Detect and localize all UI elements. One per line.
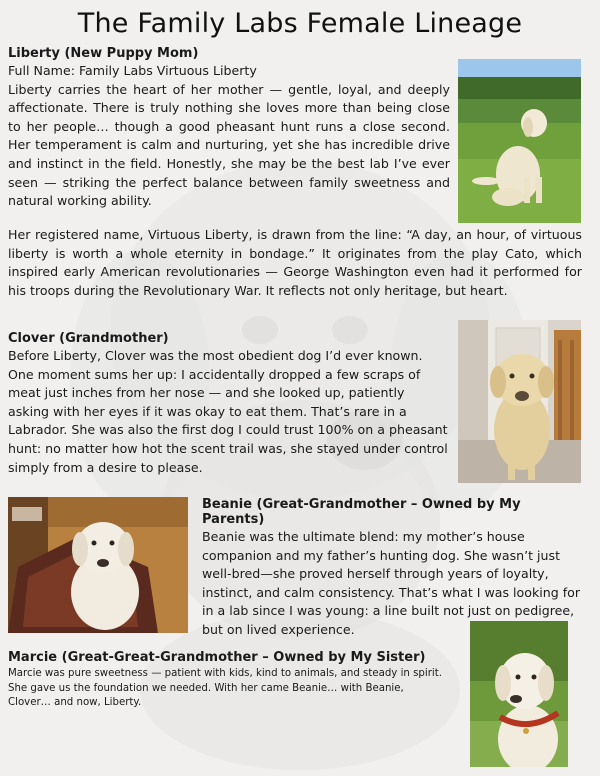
beanie-photo (8, 497, 188, 633)
marcie-photo (470, 621, 568, 767)
liberty-photo (458, 59, 581, 223)
clover-photo (458, 320, 581, 483)
beanie-paragraph: Beanie was the ultimate blend: my mother’s house companion and my father’s hunting dog. She wasn’t just well-bred—she proved herself through years of loyalty, instinct, and calm consistency. That’s what I was looking for in a lab since I was young: a line built not just on pedigree, but on lived experience. (202, 529, 581, 637)
marcie-paragraph: Marcie was pure sweetness — patient with kids, kind to animals, and steady in spirit. She gave us the foundation we needed. With her came Beanie… with Beanie, Clover… and now, Liberty. (8, 668, 442, 708)
liberty-name-paragraph: Her registered name, Virtuous Liberty, is drawn from the line: “A day, an hour, of virtuous liberty is worth a whole eternity in bondage.” It originates from the play Cato, which inspired early American revolutionaries — George Washington even had it performed for his troops during the Revolutionary War. It reflects not only heritage, but heart. (8, 227, 582, 298)
beanie-section (202, 497, 582, 640)
liberty-full-name: Full Name: Family Labs Virtuous Liberty (8, 63, 257, 78)
page-title: The Family Labs Female Lineage (77, 8, 523, 39)
liberty-paragraph: Liberty carries the heart of her mother — gentle, loyal, and deeply affectionate. There is truly nothing she loves more than being close to her people… though a good pheasant hunt runs a close second. Her temperament is calm and nurturing, yet she has incredible drive and instinct in the field. Honestly, she may be the best lab I’ve ever seen — striking the perfect balance between family sweetness and natural working ability. (8, 81, 450, 209)
beanie-heading: Beanie (Great-Grandmother – Owned by My Parents) (202, 497, 521, 527)
clover-paragraph: Before Liberty, Clover was the most obedient dog I’d ever known. One moment sums her up: I accidentally dropped a few scraps of meat just inches from her nose — and she looked up, patiently asking with her eyes if it was okay to eat them. That’s rare in a Labrador. She was also the first dog I could trust 100% on a pheasant hunt: no matter how hot the scent trail was, she stayed under control simply from a desire to please. (8, 348, 448, 475)
liberty-name-section (8, 226, 582, 300)
liberty-heading: Liberty (New Puppy Mom) (8, 46, 199, 61)
marcie-heading: Marcie (Great-Great-Grandmother – Owned by My Sister) (8, 650, 426, 665)
marcie-section (8, 650, 448, 711)
clover-section (8, 331, 448, 477)
liberty-section (8, 46, 450, 211)
clover-heading: Clover (Grandmother) (8, 331, 169, 346)
